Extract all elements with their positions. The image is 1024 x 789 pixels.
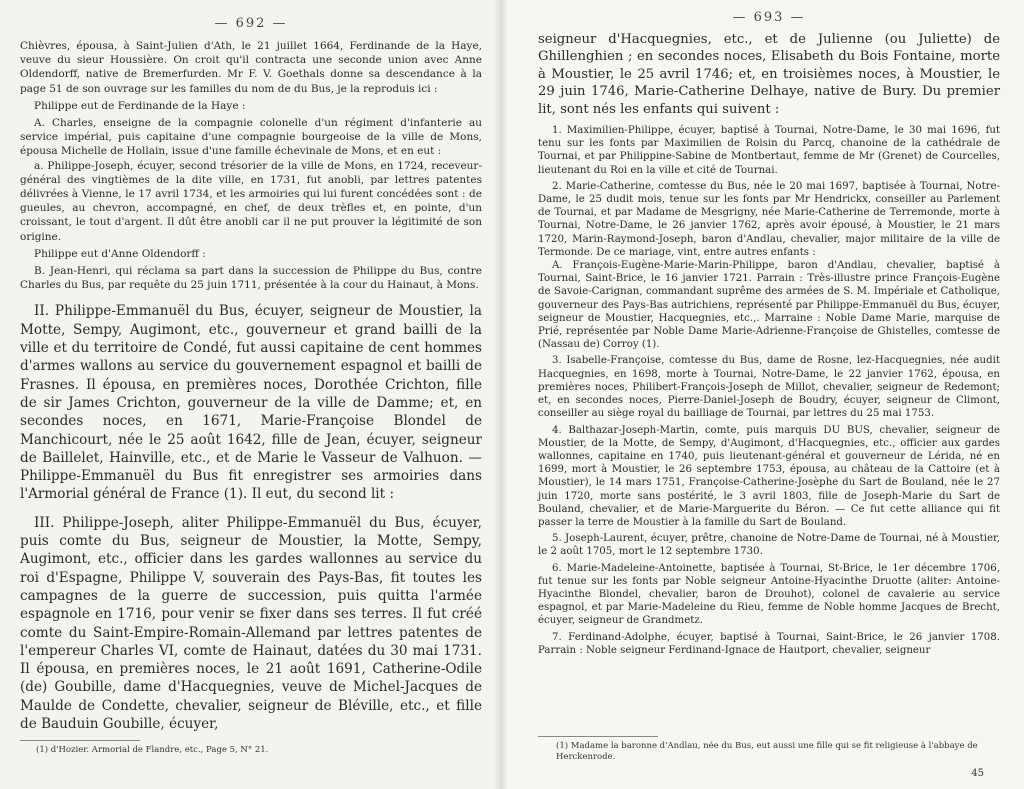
left-paragraph-6: B. Jean-Henri, qui réclama sa part dans la succession de Philippe du Bus, contre Charles du Bus, par requête du 25 juin 1711, présentée à la cour du Hainaut, à Mons. — [20, 265, 482, 292]
left-paragraph-4: a. Philippe-Joseph, écuyer, second trésorier de la ville de Mons, en 1724, receveur-général des vingtièmes de la dite ville, en 1731, fut anobli, par lettres patentes délivrées à Vienne, le 17 avril 1734, et les armoiries qui lui furent concédées sont : de gueules, au chevron, accompagné, en chef, de deux trèfles et, en pointe, d'un croissant, le tout d'argent. Il dût être anobli car il ne put prouver la légitimité de son origine. — [20, 159, 482, 243]
book-gutter — [494, 0, 508, 789]
left-paragraph-1: Chièvres, épousa, à Saint-Julien d'Ath, le 21 juillet 1664, Ferdinande de la Haye, veuve du sieur Houssière. On croit qu'il contracta une seconde union avec Anne Oldendorff, native de Bremerfurden. Mr F. V. Goethals donne sa descendance à la page 51 de son ouvrage sur les familles du nom de du Bus, je la reproduis ici : — [20, 40, 482, 95]
footnote-rule-left — [20, 740, 140, 741]
left-paragraph-3: A. Charles, enseigne de la compagnie colonelle d'un régiment d'infanterie au service impérial, puis capitaine d'une compagnie bourgeoise de la ville de Mons, épousa Michelle de Hollain, issue d'une famille échevinale de Mons, et en eut : — [20, 117, 482, 158]
footnote-rule-right — [538, 736, 658, 737]
right-page — [498, 0, 1024, 789]
right-paragraph-9: 7. Ferdinand-Adolphe, écuyer, baptisé à Tournai, Saint-Brice, le 26 janvier 1708. Parrain : Noble seigneur Ferdinand-Ignace de Hautport, chevalier, seigneur — [538, 631, 1000, 656]
right-paragraph-6: 4. Balthazar-Joseph-Martin, comte, puis marquis DU BUS, chevalier, seigneur de Moustier, de la Motte, de Sempy, d'Augimont, d'Hacquegnies, etc., officier aux gardes wallonnes, capitaine en 1740, puis lieutenant-général et gouverneur de Lérida, né en 1699, mort à Moustier, le 26 septembre 1753, épousa, au château de la Cattoire (et à Moustier), le 14 mars 1751, Françoise-Catherine-Josèphe du Sart de Bouland, née le 27 juin 1720, morte sans postérité, le 3 avril 1803, fille de Joseph-Marie du Sart de Bouland, chevalier, et de Marie-Marguerite du Béron. — Ce fut cette alliance qui fit passer la terre de Moustier à la famille du Sart de Bouland. — [538, 424, 1000, 528]
signature-mark: 45 — [971, 768, 984, 779]
footnote-left: (1) d'Hozier. Armorial de Flandre, etc., Page 5, N° 21. — [36, 745, 269, 755]
left-paragraph-7: II. Philippe-Emmanuël du Bus, écuyer, seigneur de Moustier, la Motte, Sempy, Augimont, etc., gouverneur et grand bailli de la ville et du territoire de Condé, fut aussi capitaine de cent hommes d'armes wallons au service du gouvernement espagnol et bailli de Frasnes. Il épousa, en premières noces, Dorothée Crichton, fille de sir James Crichton, gouverneur de la ville de Damme; et, en secondes noces, en 1671, Marie-Françoise Blondel de Manchicourt, née le 25 août 1642, fille de Jean, écuyer, seigneur de Baillelet, Hainville, etc., et de Marie le Vasseur de Valhuon. — Philippe-Emmanuël du Bus fit enregistrer ses armoiries dans l'Armorial général de France (1). Il eut, du second lit : — [20, 303, 482, 503]
right-paragraph-3: 2. Marie-Catherine, comtesse du Bus, née le 20 mai 1697, baptisée à Tournai, Notre-Dame, le 25 dudit mois, tenue sur les fonts par Mr Hendrickx, conseiller au Parlement de Tournai, et par Madame de Mesgrigny, née Marie-Catherine de Terremonde, morte à Tournai, Notre-Dame, le 26 janvier 1762, après avoir épousé, à Moustier, le 21 mars 1720, Marin-Raymond-Joseph, baron d'Andlau, chevalier, major militaire de la ville de Termonde. De ce mariage, vint, entre autres enfants : — [538, 180, 1000, 258]
page-number-left: — 692 — — [214, 16, 288, 31]
footnote-right: (1) Madame la baronne d'Andlau, née du Bus, eut aussi une fille qui se fit religieuse à l'abbaye de Herckenrode. — [556, 741, 978, 762]
left-page — [0, 0, 498, 789]
left-paragraph-2: Philippe eut de Ferdinande de la Haye : — [34, 99, 246, 112]
page-number-right: — 693 — — [732, 10, 806, 25]
right-paragraph-5: 3. Isabelle-Françoise, comtesse du Bus, dame de Rosne, lez-Hacquegnies, née audit Hacquegnies, en 1698, morte à Tournai, Notre-Dame, le 22 janvier 1762, épousa, en premières noces, Philibert-François-Joseph de Millot, chevalier, seigneur de Redemont; et, en secondes noces, Pierre-Daniel-Joseph de Boudry, écuyer, seigneur de Climont, conseiller au siège royal du bailliage de Tournai, par lettres du 25 mai 1753. — [538, 355, 1000, 420]
right-paragraph-4: A. François-Eugène-Marie-Marin-Philippe, baron d'Andlau, chevalier, baptisé à Tournai, Saint-Brice, le 16 janvier 1721. Parrain : Très-illustre prince François-Eugène de Savoie-Carignan, commandant suprême des armées de S. M. Impériale et Catholique, gouverneur des Pays-Bas autrichiens, représenté par Philippe-Emmanuël du Bus, écuyer, seigneur de Moustier, Hacquegnies, etc.,. Marraine : Noble Dame Marie, marquise de Prié, représentée par Noble Dame Marie-Adrienne-Françoise de Ghistelles, comtesse de (Nassau de) Corroy (1). — [538, 260, 1000, 351]
left-paragraph-8: III. Philippe-Joseph, aliter Philippe-Emmanuël du Bus, écuyer, puis comte du Bus, seigneur de Moustier, la Motte, Sempy, Augimont, etc., officier dans les gardes wallonnes au service du roi d'Espagne, Philippe V, souverain des Pays-Bas, fit toutes les campagnes de la guerre de succession, puis quitta l'armée espagnole en 1716, pour venir se fixer dans ses terres. Il fut créé comte du Saint-Empire-Romain-Allemand par lettres patentes de l'empereur Charles VI, comte de Hainaut, datées du 30 mai 1731. Il épousa, en premières noces, le 21 août 1691, Catherine-Odile (de) Goubille, dame d'Hacquegnies, veuve de Michel-Jacques de Maulde de Condette, chevalier, seigneur de Bléville, etc., et fille de Bauduin Goubille, écuyer, — [20, 514, 482, 732]
left-paragraph-5: Philippe eut d'Anne Oldendorff : — [34, 247, 206, 260]
right-paragraph-1: seigneur d'Hacquegnies, etc., et de Julienne (ou Juliette) de Ghillenghien ; en secondes noces, Elisabeth du Bois Fontaine, morte à Moustier, le 25 avril 1746; et, en troisièmes noces, à Moustier, le 29 juin 1746, Marie-Catherine Delhaye, native de Bury. Du premier lit, sont nés les enfants qui suivent : — [538, 32, 1000, 117]
right-paragraph-2: 1. Maximilien-Philippe, écuyer, baptisé à Tournai, Notre-Dame, le 30 mai 1696, fut tenu sur les fonts par Maximilien de Roisin du Parcq, chanoine de la cathédrale de Tournai, et par Philippine-Sabine de Montbertaut, femme de Mr (Grenet) de Courcelles, lieutenant du Roi en la ville et cité de Tournai. — [538, 125, 1000, 176]
right-paragraph-7: 5. Joseph-Laurent, écuyer, prêtre, chanoine de Notre-Dame de Tournai, né à Moustier, le 2 août 1705, mort le 12 septembre 1730. — [538, 533, 1000, 558]
right-paragraph-8: 6. Marie-Madeleine-Antoinette, baptisée à Tournai, St-Brice, le 1er décembre 1706, fut tenue sur les fonts par Noble seigneur Antoine-Hyacinthe Druotte (aliter: Antoine-Hyacinthe Blondel, chevalier, baron de Drouhot), colonel de cavalerie au service espagnol, et par Marie-Madeleine du Rieu, femme de Noble homme Jacques de Brecht, écuyer, seigneur de Grandmetz. — [538, 562, 1000, 627]
